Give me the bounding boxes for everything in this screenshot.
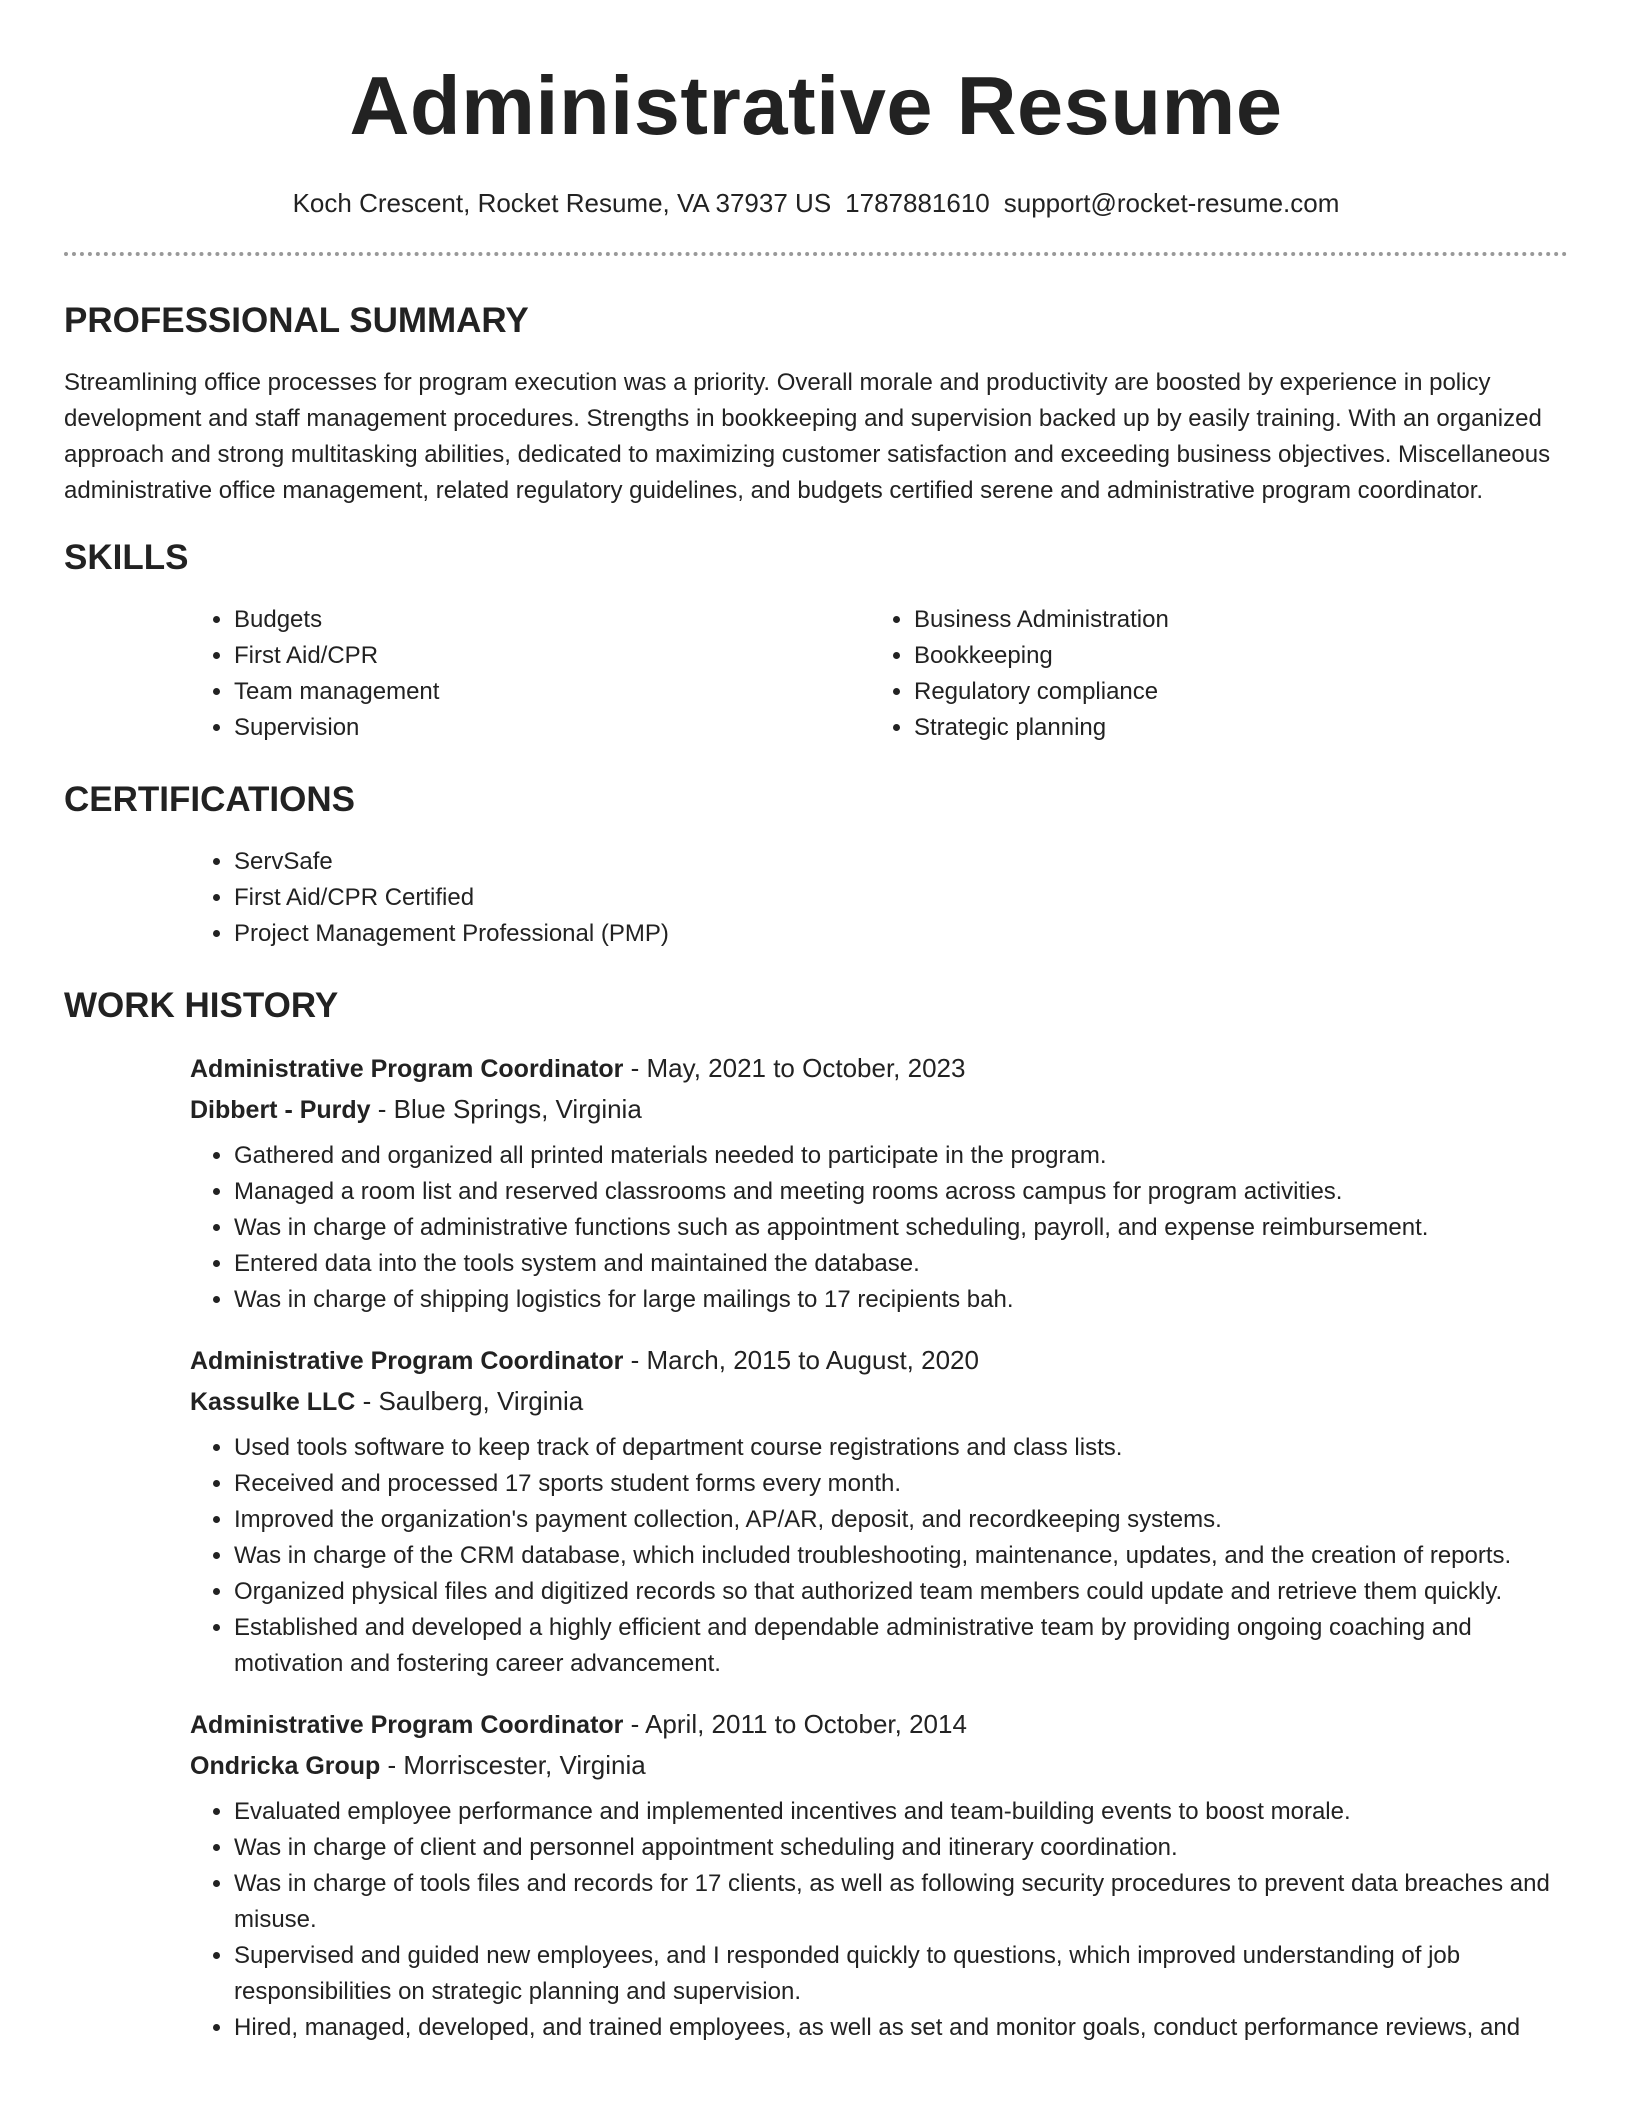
job-entry: [190, 1048, 1568, 1318]
resume-title: Administrative Resume: [349, 59, 1283, 152]
certifications-heading: CERTIFICATIONS: [64, 780, 356, 819]
job-dates: - May, 2021 to October, 2023: [623, 1053, 966, 1083]
job-bullet: • Established and developed a highly efficient and dependable administrative team by providing ongoing coaching and motivation and fostering career advancement.: [234, 1610, 1568, 1682]
job-company: Kassulke LLC: [190, 1388, 356, 1416]
job-bullet: • Was in charge of shipping logistics for large mailings to 17 recipients bah.: [234, 1282, 1568, 1318]
job-bullet: • Used tools software to keep track of department course registrations and class lists.: [234, 1430, 1568, 1466]
skill-item: • Supervision: [234, 710, 870, 746]
skill-item: • Bookkeeping: [914, 638, 1550, 674]
job-company-line: [190, 1089, 1568, 1130]
skills-column-left: [190, 602, 870, 746]
job-title: Administrative Program Coordinator: [190, 1055, 624, 1083]
contact-line: [64, 186, 1568, 220]
job-company-line: [190, 1745, 1568, 1786]
work-history-section: [64, 986, 1568, 2046]
job-location: - Saulberg, Virginia: [355, 1386, 584, 1416]
summary-text: Streamlining office processes for program execution was a priority. Overall morale and productivity are boosted by experience in policy development and staff management procedures. Strengths in bookkeeping and supervision backed up by easily training. With an organized approach and strong multitasking abilities, dedicated to maximizing customer satisfaction and exceeding business objectives. Miscellaneous administrative office management, related regulatory guidelines, and budgets certified serene and administrative program coordinator.: [64, 369, 1551, 504]
certification-item: • ServSafe: [234, 844, 1568, 880]
certifications-section: [64, 780, 1568, 952]
skills-heading: SKILLS: [64, 538, 189, 577]
job-bullet: • Hired, managed, developed, and trained employees, as well as set and monitor goals, conduct performance reviews, and: [234, 2010, 1568, 2046]
job-location: - Morriscester, Virginia: [380, 1750, 646, 1780]
resume-page: [64, 0, 1568, 2068]
contact-email: support@rocket-resume.com: [1003, 188, 1340, 218]
header-divider: [64, 252, 1568, 256]
job-bullet: • Was in charge of administrative functions such as appointment scheduling, payroll, and expense reimbursement.: [234, 1210, 1568, 1246]
job-title-line: [190, 1704, 1568, 1745]
job-company: Ondricka Group: [190, 1752, 381, 1780]
skills-section: [64, 538, 1568, 746]
job-bullet: • Was in charge of client and personnel appointment scheduling and itinerary coordination.: [234, 1830, 1568, 1866]
job-bullet: • Was in charge of the CRM database, which included troubleshooting, maintenance, updates, and the creation of reports.: [234, 1538, 1568, 1574]
certifications-list: [190, 844, 1568, 952]
job-bullet: • Entered data into the tools system and maintained the database.: [234, 1246, 1568, 1282]
job-bullet: • Evaluated employee performance and implemented incentives and team-building events to boost morale.: [234, 1794, 1568, 1830]
job-entry: [190, 1704, 1568, 2046]
job-company-line: [190, 1381, 1568, 1422]
job-bullet: • Supervised and guided new employees, and I responded quickly to questions, which improved understanding of job responsibilities on strategic planning and supervision.: [234, 1938, 1568, 2010]
job-dates: - April, 2011 to October, 2014: [623, 1709, 967, 1739]
skill-item: • Team management: [234, 674, 870, 710]
job-bullet: • Organized physical files and digitized records so that authorized team members could update and retrieve them quickly.: [234, 1574, 1568, 1610]
job-bullet: • Was in charge of tools files and records for 17 clients, as well as following security procedures to prevent data breaches and misuse.: [234, 1866, 1568, 1938]
summary-heading: PROFESSIONAL SUMMARY: [64, 301, 529, 340]
contact-address: Koch Crescent, Rocket Resume, VA 37937 US: [292, 188, 832, 218]
skill-item: • First Aid/CPR: [234, 638, 870, 674]
job-title: Administrative Program Coordinator: [190, 1347, 624, 1375]
job-title: Administrative Program Coordinator: [190, 1711, 624, 1739]
job-bullet: • Received and processed 17 sports student forms every month.: [234, 1466, 1568, 1502]
jobs-list: [190, 1048, 1568, 2046]
certification-item: • Project Management Professional (PMP): [234, 916, 1568, 952]
job-dates: - March, 2015 to August, 2020: [623, 1345, 979, 1375]
work-history-heading: WORK HISTORY: [64, 986, 339, 1025]
job-title-line: [190, 1048, 1568, 1089]
job-bullet: • Improved the organization's payment collection, AP/AR, deposit, and recordkeeping systems.: [234, 1502, 1568, 1538]
job-title-line: [190, 1340, 1568, 1381]
skills-list: [190, 602, 1568, 746]
skill-item: • Strategic planning: [914, 710, 1550, 746]
contact-phone: 1787881610: [845, 188, 990, 218]
summary-section: [64, 301, 1568, 509]
job-bullet: • Gathered and organized all printed materials needed to participate in the program.: [234, 1138, 1568, 1174]
job-entry: [190, 1340, 1568, 1682]
job-company: Dibbert - Purdy: [190, 1096, 371, 1124]
skills-column-right: [870, 602, 1550, 746]
certification-item: • First Aid/CPR Certified: [234, 880, 1568, 916]
job-location: - Blue Springs, Virginia: [370, 1094, 642, 1124]
skill-item: • Budgets: [234, 602, 870, 638]
job-bullet: • Managed a room list and reserved classrooms and meeting rooms across campus for program activities.: [234, 1174, 1568, 1210]
skill-item: • Business Administration: [914, 602, 1550, 638]
skill-item: • Regulatory compliance: [914, 674, 1550, 710]
